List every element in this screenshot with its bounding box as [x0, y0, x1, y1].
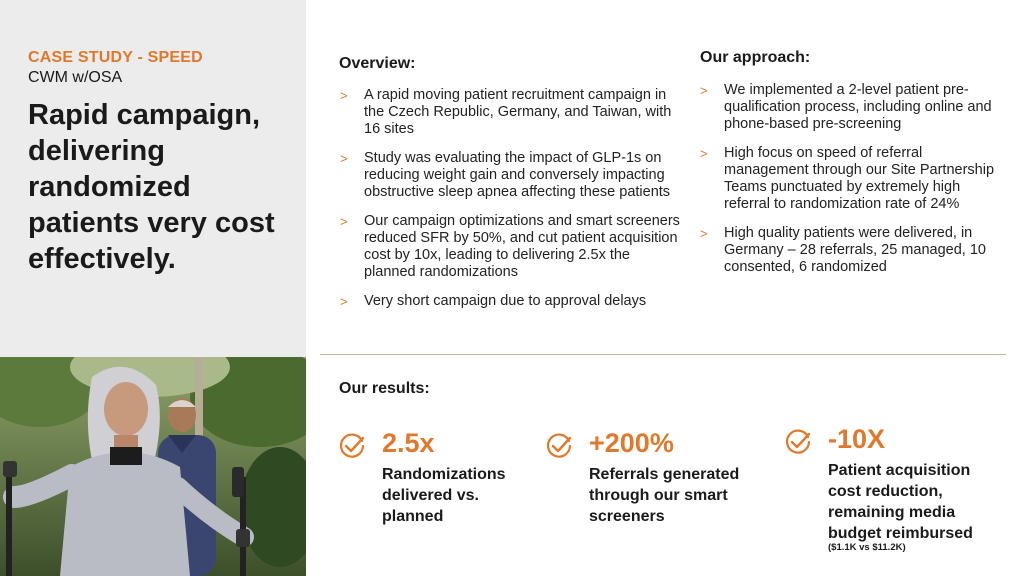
- case-study-subtitle: CWM w/OSA: [28, 69, 123, 86]
- result-referrals: [545, 428, 765, 538]
- chevron-right-icon: >: [340, 151, 348, 166]
- result-value: +200%: [589, 428, 674, 458]
- overview-item-text: Our campaign optimizations and smart screeners reduced SFR by 50%, and cut patient acquisition cost by 10x, leading to delivering 2.5x the planned randomizations: [364, 213, 680, 280]
- check-circle-icon: [338, 432, 366, 460]
- overview-item: [340, 150, 680, 201]
- result-value: 2.5x: [382, 428, 435, 458]
- approach-title: Our approach:: [700, 49, 811, 66]
- section-divider: [320, 354, 1006, 355]
- headline: Rapid campaign, delivering randomized patients very cost effectively.: [28, 99, 275, 275]
- result-description: Referrals generated through our smart screeners: [589, 466, 740, 525]
- results-title: Our results:: [339, 380, 430, 397]
- overview-item-text: Very short campaign due to approval delays: [364, 293, 647, 309]
- overview-item-text: Study was evaluating the impact of GLP-1s on reducing weight gain and conversely impacting obstructive sleep apnea affecting these patients: [364, 150, 671, 200]
- overview-item-text: A rapid moving patient recruitment campaign in the Czech Republic, Germany, and Taiwan, with 16 sites: [364, 87, 672, 137]
- chevron-right-icon: >: [340, 294, 348, 309]
- case-study-label: CASE STUDY - SPEED: [28, 49, 203, 66]
- hikers-photo: [0, 357, 306, 576]
- result-acquisition-cost: [784, 424, 1009, 564]
- approach-item-text: We implemented a 2-level patient pre-qualification process, including online and phone-based pre-screening: [724, 82, 992, 132]
- approach-item-text: High focus on speed of referral management through our Site Partnership Teams punctuated by extremely high referral to randomization rate of 24%: [724, 145, 995, 212]
- approach-item-text: High quality patients were delivered, in Germany – 28 referrals, 25 managed, 10 consented, 6 randomized: [724, 225, 986, 275]
- overview-item: [340, 213, 680, 281]
- hikers-photo-illustration: [0, 357, 306, 576]
- overview-item: [340, 293, 680, 310]
- check-circle-icon: [784, 428, 812, 456]
- result-description: Randomizations delivered vs. planned: [382, 466, 506, 525]
- left-panel: [0, 0, 306, 357]
- chevron-right-icon: >: [700, 83, 708, 98]
- result-value: -10X: [828, 424, 886, 454]
- approach-item: [700, 82, 1000, 133]
- check-circle-icon: [545, 432, 573, 460]
- result-randomizations: [338, 428, 538, 538]
- chevron-right-icon: >: [700, 226, 708, 241]
- overview-item: [340, 87, 680, 138]
- approach-list: [700, 82, 1000, 288]
- chevron-right-icon: >: [340, 88, 348, 103]
- chevron-right-icon: >: [340, 214, 348, 229]
- chevron-right-icon: >: [700, 146, 708, 161]
- overview-list: [340, 87, 680, 322]
- overview-title: Overview:: [339, 55, 416, 72]
- result-description: Patient acquisition cost reduction, remaining media budget reimbursed: [828, 462, 973, 542]
- approach-item: [700, 225, 1000, 276]
- result-note: ($1.1K vs $11.2K): [828, 542, 906, 553]
- approach-item: [700, 145, 1000, 213]
